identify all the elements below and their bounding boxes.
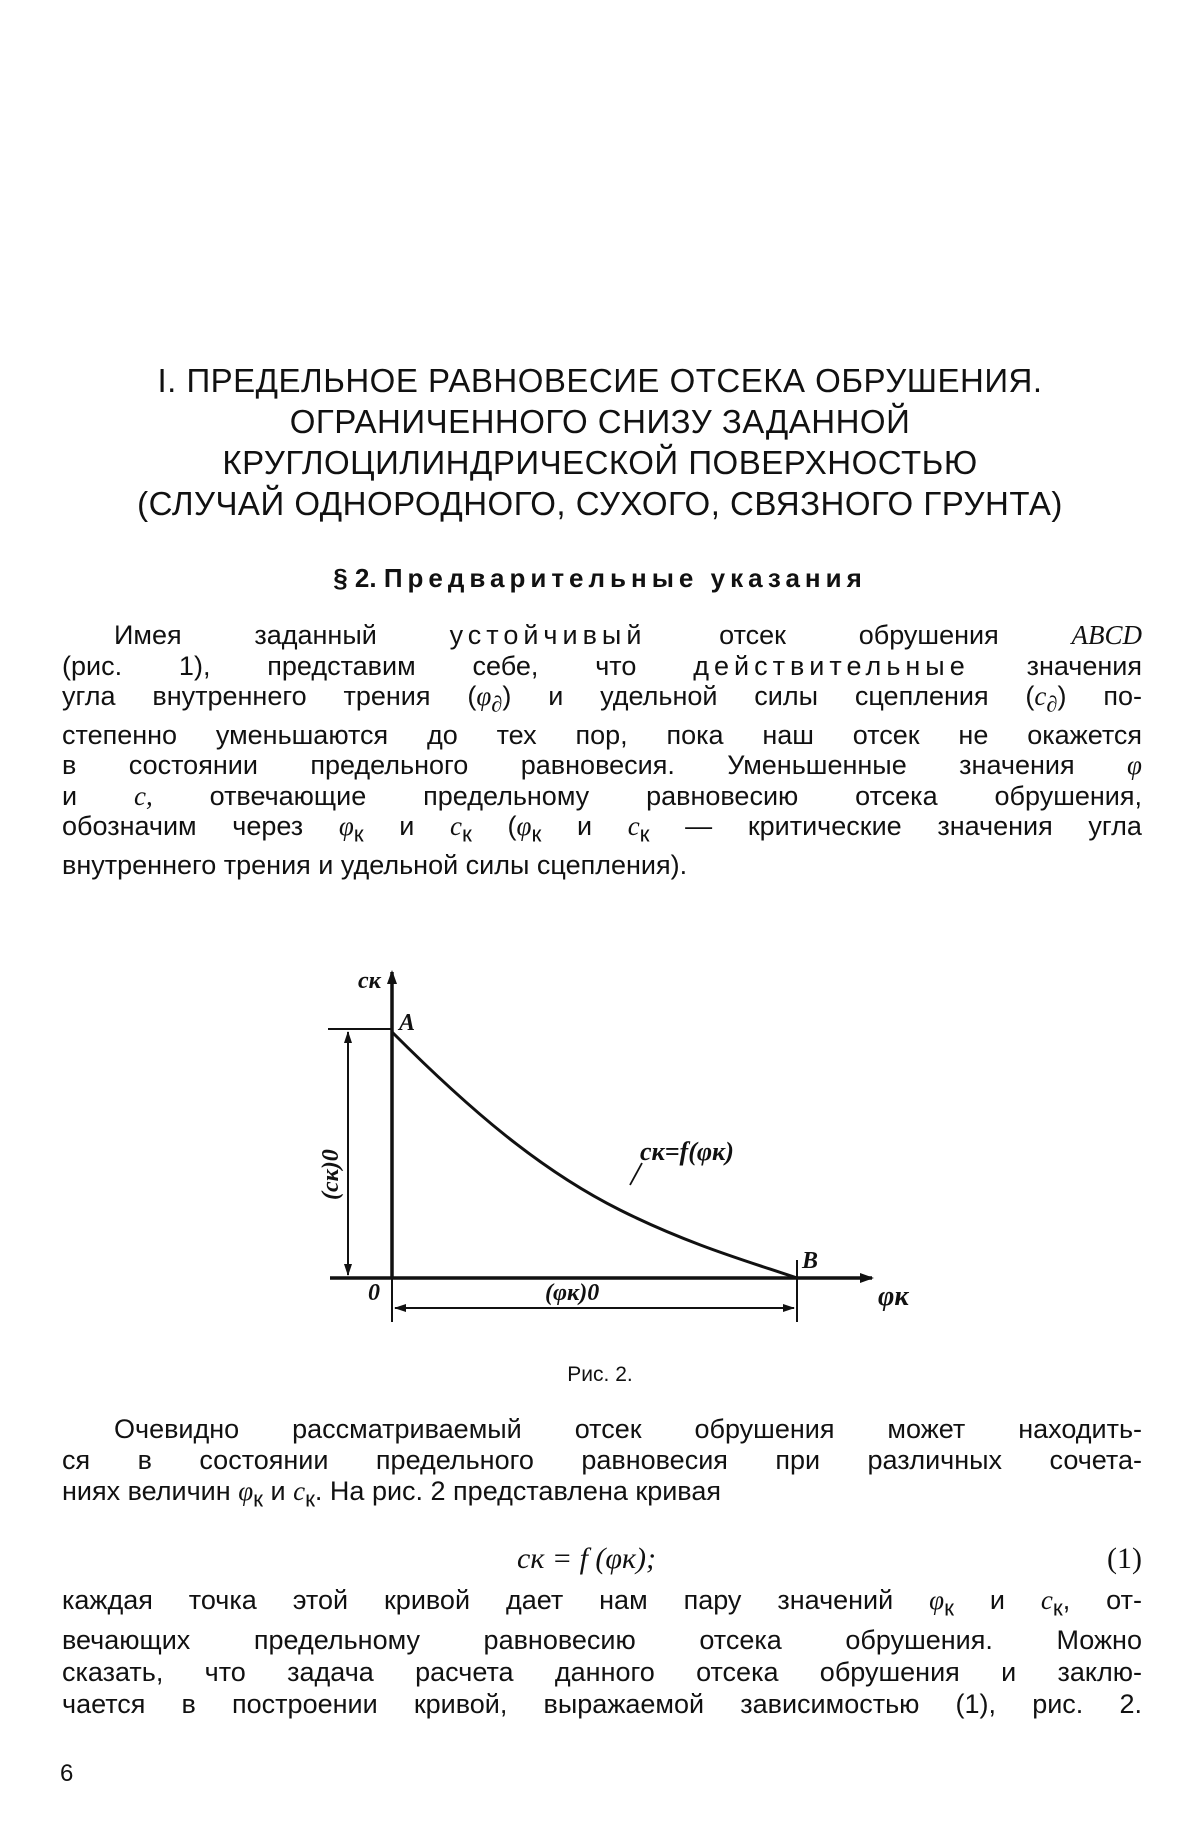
figure-2: [300, 960, 920, 1340]
equation-number: (1): [1107, 1542, 1142, 1575]
chapter-title-line-1: I. ПРЕДЕЛЬНОЕ РАВНОВЕСИЕ ОТСЕКА ОБРУШЕНИЯ.: [157, 362, 1043, 399]
figure-2-diagram: [300, 960, 920, 1340]
chapter-title-line-3: КРУГЛОЦИЛИНДРИЧЕСКОЙ ПОВЕРХНОСТЬЮ: [222, 444, 978, 481]
paragraph-2-line-2: ся в состоянии предельного равновесия при различных сочета-: [62, 1445, 1142, 1475]
point-b-label: B: [802, 1248, 819, 1274]
paragraph-3-line-4: чается в построении кривой, выражаемой зависимостью (1), рис. 2.: [62, 1689, 1142, 1720]
chapter-title-line-4: (СЛУЧАЙ ОДНОРОДНОГО, СУХОГО, СВЯЗНОГО ГРУНТА): [137, 485, 1063, 522]
dim-horizontal-label: (φк)0: [545, 1280, 600, 1306]
paragraph-2-line-3: ниях величин $\varphi_к$ и $c_к$. На рис. 2 представлена кривая: [62, 1476, 721, 1512]
paragraph-3-line-1: каждая точка этой кривой дает нам пару значений $\varphi_к$ и $c_к$, от-: [62, 1585, 1142, 1621]
paragraph-1-line-2: (рис. 1), представим себе, что действительные значения: [62, 650, 1142, 681]
paragraph-1-line-7: обозначим через $\varphi_к$ и $c_к$ ($\varphi_к$ и $c_к$ — критические значения угла: [62, 811, 1142, 847]
curve-label-leader: [630, 1163, 642, 1185]
paragraph-1-line-8: внутреннего трения и удельной силы сцепления).: [62, 850, 688, 881]
x-axis-label: φк: [878, 1281, 909, 1312]
paragraph-1-line-5: в состоянии предельного равновесия. Уменьшенные значения φ: [62, 750, 1142, 781]
paragraph-1-line-4: степенно уменьшаются до тех пор, пока наш отсек не окажется: [62, 719, 1142, 750]
page-number: 6: [60, 1760, 74, 1787]
paragraph-1-line-3: угла внутреннего трения $(\varphi_\partial)$ и удельной силы сцепления $(c_\partial)$ по-: [62, 681, 1142, 717]
chapter-title: [60, 360, 1140, 524]
y-axis-label: cк: [358, 968, 381, 994]
equation-1: [62, 1542, 1142, 1582]
paragraph-3-line-2: вечающих предельному равновесию отсека обрушения. Можно: [62, 1625, 1142, 1656]
section-title: Предварительные указания: [383, 563, 867, 593]
paragraph-2-line-1: Очевидно рассматриваемый отсек обрушения может находить-: [114, 1414, 1142, 1444]
origin-label: 0: [368, 1280, 380, 1306]
equation-body: cк = f (φк);: [517, 1542, 657, 1575]
paragraph-3-line-3: сказать, что задача расчета данного отсека обрушения и заклю-: [62, 1657, 1142, 1688]
paragraph-1-line-1: Имея заданный устойчивый отсек обрушения ABCD: [114, 620, 1142, 650]
dim-vertical-label: (cк)0: [318, 1149, 344, 1200]
paragraph-1: [62, 620, 1142, 881]
paragraph-2: [62, 1414, 1142, 1514]
chapter-title-line-2: ОГРАНИЧЕННОГО СНИЗУ ЗАДАННОЙ: [289, 403, 911, 440]
paragraph-1-line-6: и c, отвечающие предельному равновесию отсека обрушения,: [62, 780, 1142, 811]
curve-label: cк=f(φк): [640, 1137, 734, 1166]
section-heading: [60, 562, 1140, 594]
paragraph-3: [62, 1584, 1142, 1720]
figure-caption: Рис. 2.: [567, 1363, 633, 1386]
point-a-label: A: [399, 1010, 416, 1036]
curve-ck-f-phik: [392, 1032, 797, 1278]
section-number: § 2.: [333, 563, 377, 593]
